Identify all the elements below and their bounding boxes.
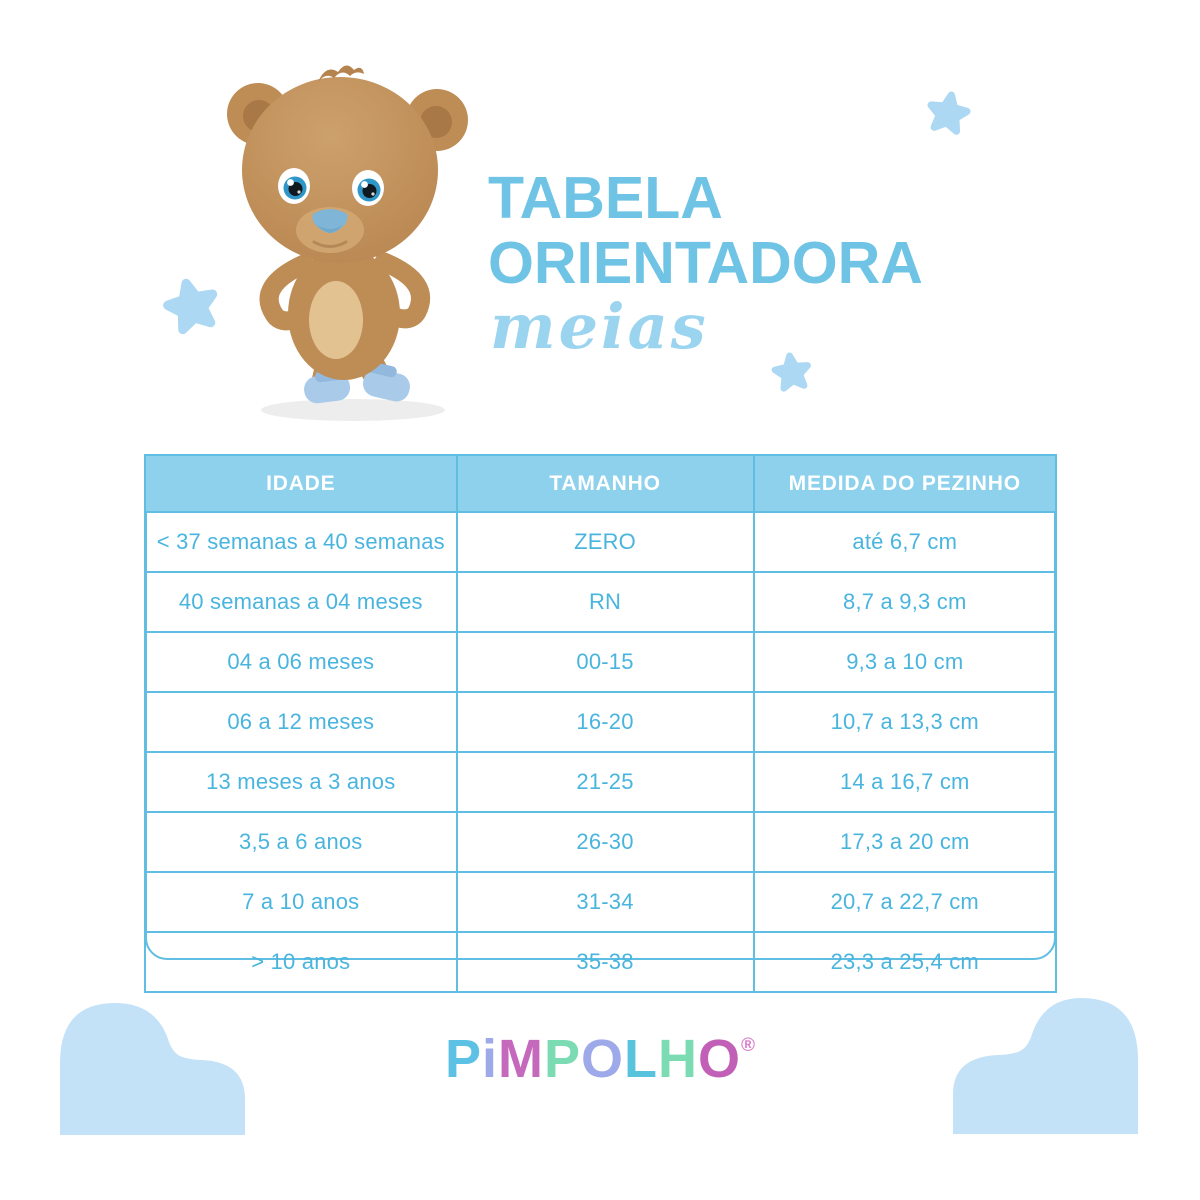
cell-idade: < 37 semanas a 40 semanas: [145, 512, 457, 572]
registered-trademark: ®: [741, 1035, 756, 1056]
cell-tamanho: 00-15: [457, 632, 754, 692]
cell-medida: 8,7 a 9,3 cm: [754, 572, 1056, 632]
table-row: [145, 512, 1056, 572]
cell-idade: > 10 anos: [145, 932, 457, 992]
cell-tamanho: RN: [457, 572, 754, 632]
cell-tamanho: 31-34: [457, 872, 754, 932]
logo-letter: P: [444, 1029, 482, 1089]
table-row: [145, 572, 1056, 632]
cell-idade: 40 semanas a 04 meses: [145, 572, 457, 632]
logo-letter: L: [624, 1029, 659, 1089]
logo-letter: H: [658, 1029, 699, 1089]
cell-medida: 20,7 a 22,7 cm: [754, 872, 1056, 932]
col-header-medida: MEDIDA DO PEZINHO: [754, 455, 1056, 512]
logo-letter: O: [698, 1029, 742, 1089]
cell-medida: 14 a 16,7 cm: [754, 752, 1056, 812]
cell-idade: 06 a 12 meses: [145, 692, 457, 752]
cell-medida: 17,3 a 20 cm: [754, 812, 1056, 872]
page-title: [488, 165, 923, 363]
table-row: [145, 692, 1056, 752]
cell-idade: 3,5 a 6 anos: [145, 812, 457, 872]
cell-idade: 7 a 10 anos: [145, 872, 457, 932]
star-icon: [158, 273, 226, 341]
teddy-bear-mascot: [218, 58, 483, 428]
cell-tamanho: 35-38: [457, 932, 754, 992]
cell-tamanho: 16-20: [457, 692, 754, 752]
cell-idade: 04 a 06 meses: [145, 632, 457, 692]
table-row: [145, 632, 1056, 692]
table-header-row: [145, 455, 1056, 512]
table-row: [145, 932, 1056, 992]
star-icon: [923, 89, 974, 140]
cell-tamanho: 26-30: [457, 812, 754, 872]
table-row: [145, 752, 1056, 812]
title-script-meias: meias: [490, 290, 709, 363]
cloud-icon: [55, 995, 250, 1135]
table-row: [145, 872, 1056, 932]
cell-medida: 9,3 a 10 cm: [754, 632, 1056, 692]
title-line-1: TABELA: [488, 165, 723, 231]
logo-letter: O: [581, 1029, 625, 1089]
cell-tamanho: ZERO: [457, 512, 754, 572]
logo-letter: i: [481, 1029, 498, 1089]
cell-idade: 13 meses a 3 anos: [145, 752, 457, 812]
cell-medida: 10,7 a 13,3 cm: [754, 692, 1056, 752]
cell-tamanho: 21-25: [457, 752, 754, 812]
col-header-idade: IDADE: [145, 455, 457, 512]
size-guide-table: [145, 455, 1056, 974]
cloud-icon: [948, 990, 1143, 1134]
logo-letter: M: [498, 1029, 544, 1089]
cell-medida: até 6,7 cm: [754, 512, 1056, 572]
logo-letter: P: [543, 1029, 582, 1089]
title-line-2: ORIENTADORA: [488, 230, 923, 296]
cell-medida: 23,3 a 25,4 cm: [754, 932, 1056, 992]
table-row: [145, 812, 1056, 872]
col-header-tamanho: TAMANHO: [457, 455, 754, 512]
